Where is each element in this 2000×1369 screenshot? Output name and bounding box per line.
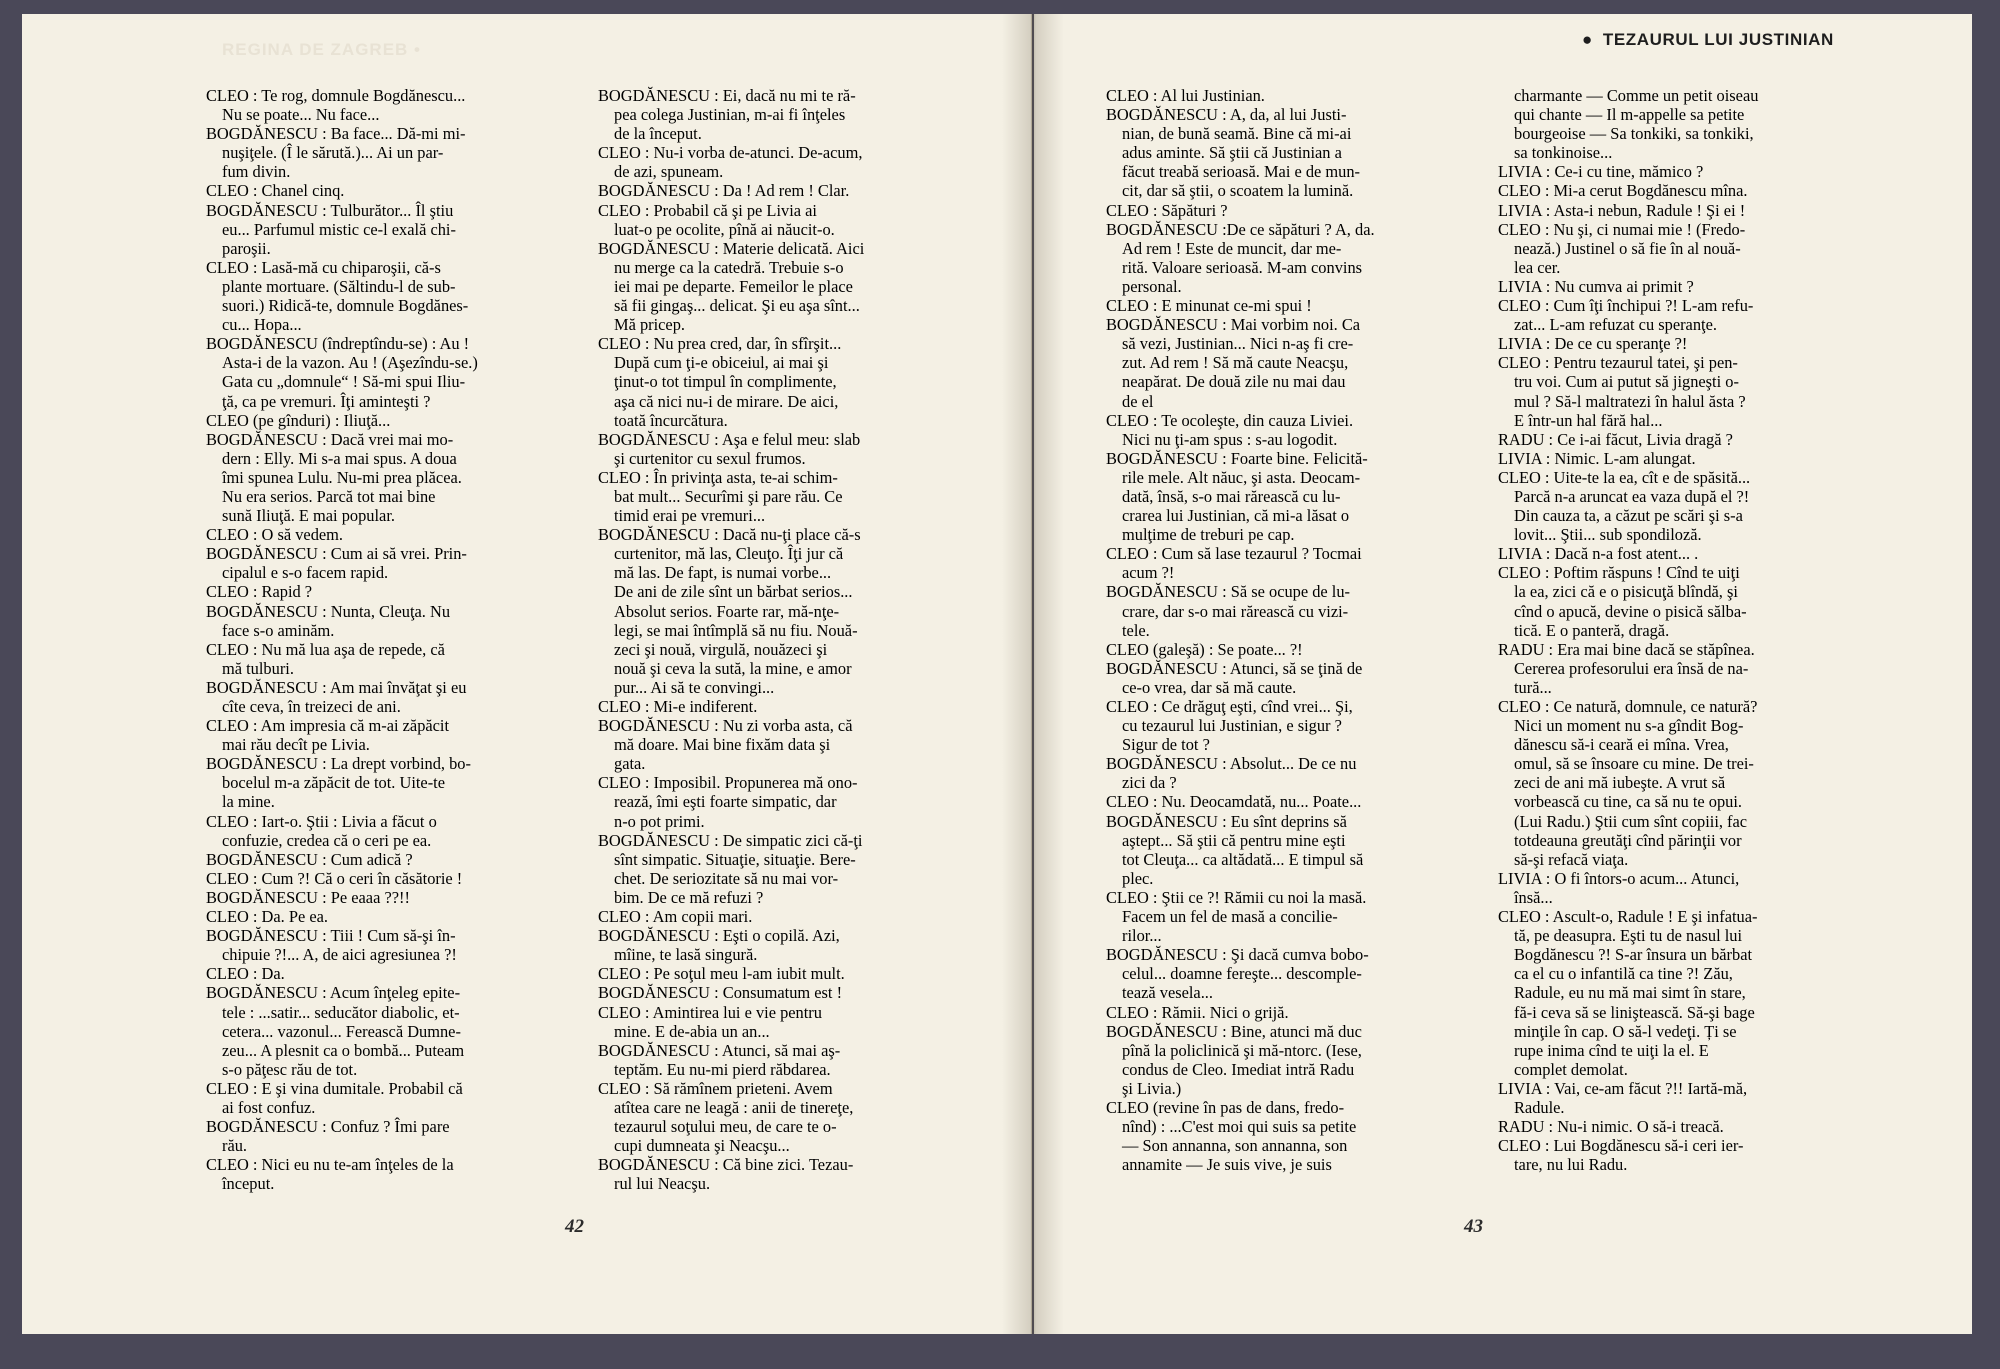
text-line: BOGDĂNESCU : Eu sînt deprins să: [1106, 811, 1347, 831]
text-line: tură...: [1514, 677, 1552, 697]
text-line: crare, dar s-o mai rărească cu vizi-: [1122, 601, 1349, 621]
text-line: CLEO (galeşă) : Se poate... ?!: [1106, 639, 1303, 659]
text-line: mine. E de-abia un an...: [614, 1021, 770, 1041]
text-line: rită. Valoare serioasă. M-am convins: [1122, 257, 1363, 277]
text-line: cu tezaurul lui Justinian, e sigur ?: [1122, 716, 1342, 736]
text-line: Nici un moment nu s-a gîndit Bog-: [1514, 716, 1744, 736]
text-line: s-o păţesc rău de tot.: [222, 1059, 358, 1079]
text-line: paroşii.: [222, 238, 271, 258]
text-line: LIVIA : Ce-i cu tine, mămico ?: [1498, 162, 1704, 182]
text-line: CLEO : Uite-te la ea, cît e de spăsită...: [1498, 467, 1751, 487]
text-line: CLEO : Săpături ?: [1106, 200, 1228, 220]
text-line: BOGDĂNESCU (îndreptîndu-se) : Au !: [206, 334, 470, 354]
text-line: plec.: [1122, 868, 1154, 888]
text-line: cupi dumneata şi Neacşu...: [614, 1136, 790, 1156]
text-line: confuzie, credea că o ceri pe ea.: [222, 830, 432, 850]
text-line: minţile în cap. O să-l vedeţi. Ți se: [1514, 1021, 1737, 1041]
text-line: lovit... Ştii... sub spondiloză.: [1514, 525, 1702, 545]
text-line: curtenitor, mă las, Cleuţo. Îţi jur că: [614, 544, 844, 564]
text-column-1: [206, 86, 556, 1193]
text-line: plante mortuare. (Săltindu-l de sub-: [222, 276, 456, 296]
text-line: şi curtenitor cu sexul frumos.: [614, 448, 806, 468]
text-line: tică. E o panteră, dragă.: [1514, 620, 1670, 640]
text-line: să-şi refacă viaţa.: [1514, 849, 1629, 869]
text-line: rile mele. Alt năuc, şi asta. Deocam-: [1122, 467, 1361, 487]
bullet-icon: ●: [1582, 30, 1593, 49]
text-line: BOGDĂNESCU : Acum înţeleg epite-: [206, 983, 461, 1003]
text-line: cipalul e s-o facem rapid.: [222, 563, 389, 583]
text-line: BOGDĂNESCU : Atunci, să mai aş-: [598, 1040, 841, 1060]
running-head: [1582, 30, 1834, 50]
text-line: RADU : Era mai bine dacă se stăpînea.: [1498, 639, 1755, 659]
text-line: zut. Ad rem ! Să mă caute Neacşu,: [1122, 353, 1349, 373]
text-line: CLEO : Mi-a cerut Bogdănescu mîna.: [1498, 181, 1748, 201]
text-line: nouă şi ceva la sută, la mine, e amor: [614, 658, 852, 678]
text-line: BOGDĂNESCU : Cum ai să vrei. Prin-: [206, 544, 467, 564]
text-line: cit, dar să ştii, o scoatem la lumină.: [1122, 181, 1354, 201]
text-line: neapărat. De două zile nu mai dau: [1122, 372, 1346, 392]
show-through-header: REGINA DE ZAGREB •: [222, 40, 421, 59]
text-line: cînd o apucă, devine o pisică sălba-: [1514, 601, 1747, 621]
text-line: După cum ţi-e obiceiul, ai mai şi: [614, 353, 829, 373]
text-line: nînd) : ...C'est moi qui suis sa petite: [1122, 1117, 1357, 1137]
text-line: condus de Cleo. Imediat intră Radu: [1122, 1059, 1355, 1079]
text-line: BOGDĂNESCU : Ba face... Dă-mi mi-: [206, 124, 466, 144]
text-line: Sigur de tot ?: [1122, 735, 1210, 755]
text-line: mă doare. Mai bine fixăm data şi: [614, 735, 831, 755]
text-line: la mine.: [222, 792, 275, 812]
text-line: luat-o pe ocolite, pînă ai năucit-o.: [614, 219, 835, 239]
text-line: CLEO : Ascult-o, Radule ! E şi infatua-: [1498, 907, 1758, 927]
text-line: Gata cu „domnule“ ! Să-mi spui Iliu-: [222, 372, 466, 392]
text-line: cetera... vazonul... Ferească Dumne-: [222, 1021, 461, 1041]
text-line: BOGDĂNESCU : Aşa e felul meu: slab: [598, 429, 861, 449]
text-line: BOGDĂNESCU : Să se ocupe de lu-: [1106, 582, 1351, 602]
text-line: toată încurcătura.: [614, 410, 728, 430]
text-line: BOGDĂNESCU : Absolut... De ce nu: [1106, 754, 1357, 774]
text-line: adus aminte. Să ştii că Justinian a: [1122, 143, 1342, 163]
text-line: teptăm. Eu nu-mi pierd răbdarea.: [614, 1059, 831, 1079]
text-line: Parcă n-a aruncat ea vaza după el ?!: [1514, 486, 1750, 506]
text-line: suori.) Ridică-te, domnule Bogdănes-: [222, 296, 469, 316]
text-line: LIVIA : O fi întors-o acum... Atunci,: [1498, 868, 1740, 888]
text-line: BOGDĂNESCU : Şi dacă cumva bobo-: [1106, 945, 1369, 965]
text-line: CLEO : Da.: [206, 964, 285, 984]
text-line: celul... doamne fereşte... descomple-: [1122, 964, 1362, 984]
text-column-4: [1498, 86, 1848, 1174]
text-line: BOGDĂNESCU : Nunta, Cleuţa. Nu: [206, 601, 451, 621]
text-line: la ea, zici că e o pisicuţă blîndă, şi: [1514, 582, 1738, 602]
text-line: tă, pe deasupra. Eşti tu de nasul lui: [1514, 926, 1743, 946]
text-line: BOGDĂNESCU : Atunci, să se ţină de: [1106, 658, 1363, 678]
text-line: De ani de zile sînt un bărbat serios...: [614, 582, 853, 602]
text-line: BOGDĂNESCU : Că bine zici. Tezau-: [598, 1155, 854, 1175]
text-line: CLEO : Mi-e indiferent.: [598, 697, 758, 716]
text-line: BOGDĂNESCU : Mai vorbim noi. Ca: [1106, 315, 1361, 335]
text-line: qui chante — Il m-appelle sa petite: [1514, 105, 1745, 125]
text-line: Nici nu ţi-am spus : s-au logodit.: [1122, 429, 1338, 449]
text-line: CLEO : E şi vina dumitale. Probabil că: [206, 1078, 463, 1098]
text-line: Radule.: [1514, 1097, 1565, 1117]
text-line: ţinut-o tot timpul în complimente,: [614, 372, 837, 392]
text-line: şi Livia.): [1122, 1078, 1182, 1098]
text-line: CLEO : Amintirea lui e vie pentru: [598, 1002, 822, 1022]
text-line: BOGDĂNESCU : Nu zi vorba asta, că: [598, 716, 853, 736]
text-line: ca el cu o infantilă ca tine ?! Zău,: [1514, 964, 1733, 984]
text-line: CLEO : Rapid ?: [206, 582, 313, 602]
text-line: vorbească cu tine, ca să nu te opui.: [1514, 792, 1743, 812]
text-line: CLEO : Nu. Deocamdată, nu... Poate...: [1106, 792, 1362, 812]
text-line: BOGDĂNESCU : De simpatic zici că-ţi: [598, 830, 863, 850]
text-line: CLEO : Ştii ce ?! Rămii cu noi la masă.: [1106, 887, 1367, 907]
text-line: CLEO : Cum ?! Că o ceri în căsătorie !: [206, 868, 463, 888]
text-line: rează, îmi eşti foarte simpatic, dar: [614, 792, 837, 812]
text-line: zeu... A plesnit ca o bombă... Puteam: [222, 1040, 465, 1060]
text-line: bourgeoise — Sa tonkiki, sa tonkiki,: [1514, 124, 1754, 144]
text-line: BOGDĂNESCU : Cum adică ?: [206, 849, 413, 869]
text-line: BOGDĂNESCU : Eşti o copilă. Azi,: [598, 926, 840, 946]
text-line: CLEO : Cum să lase tezaurul ? Tocmai: [1106, 544, 1362, 564]
text-line: bocelul m-a zăpăcit de tot. Uite-te: [222, 773, 445, 793]
text-line: dată, însă, s-o mai rărească cu lu-: [1122, 486, 1341, 506]
text-line: tezaurul soţului meu, de care te o-: [614, 1117, 837, 1137]
text-line: chet. De seriozitate să nu mai vor-: [614, 868, 839, 888]
text-line: zeci şi nouă, virgulă, nouăzeci şi: [614, 639, 828, 659]
text-line: CLEO : O să vedem.: [206, 525, 344, 545]
text-line: BOGDĂNESCU : Consumatum est !: [598, 983, 843, 1003]
text-line: rul lui Neacşu.: [614, 1174, 711, 1194]
text-line: de el: [1122, 391, 1154, 411]
text-line: pînă la policlinică şi mă-ntorc. (Iese,: [1122, 1040, 1362, 1060]
text-line: atîtea care ne leagă : anii de tinereţe,: [614, 1097, 854, 1117]
text-line: fă-i ceva să se liniştească. Să-şi bage: [1514, 1002, 1755, 1022]
text-line: face s-o aminăm.: [222, 620, 335, 640]
text-line: CLEO : Imposibil. Propunerea mă ono-: [598, 773, 858, 793]
text-line: tează vesela...: [1122, 983, 1213, 1003]
text-line: CLEO : Pentru tezaurul tatei, şi pen-: [1498, 353, 1738, 373]
text-line: (Lui Radu.) Ştii cum sînt copiii, fac: [1514, 811, 1748, 831]
text-line: sînt simpatic. Situaţie, situaţie. Bere-: [614, 849, 856, 869]
text-line: bim. De ce mă refuzi ?: [614, 887, 764, 907]
text-line: totdeauna greutăţi cînd părinţii vor: [1514, 830, 1742, 850]
page-number-left: 42: [565, 1216, 584, 1237]
text-line: Bogdănescu ?! S-ar însura un bărbat: [1514, 945, 1753, 965]
text-line: CLEO : E minunat ce-mi spui !: [1106, 296, 1312, 316]
text-line: mă tulburi.: [222, 658, 294, 678]
text-line: BOGDĂNESCU : La drept vorbind, bo-: [206, 754, 471, 774]
text-line: Din cauza ta, a căzut pe scări şi s-a: [1514, 506, 1743, 526]
text-line: zat... L-am refuzat cu speranţe.: [1514, 315, 1717, 335]
text-line: mă las. De fapt, is numai vorbe...: [614, 563, 832, 583]
text-line: mai rău decît pe Livia.: [222, 735, 370, 755]
text-line: de la început.: [614, 124, 702, 144]
text-line: mîine, te lasă singură.: [614, 945, 758, 965]
text-line: CLEO : Rămii. Nici o grijă.: [1106, 1002, 1289, 1022]
text-line: rău.: [222, 1136, 248, 1156]
text-line: CLEO : Da. Pe ea.: [206, 907, 328, 927]
text-line: ai fost confuz.: [222, 1097, 316, 1117]
text-line: rilor...: [1122, 926, 1162, 946]
text-line: — Son annanna, son annanna, son: [1122, 1136, 1348, 1156]
text-line: rupe inima cînd te uiţi la el. E: [1514, 1040, 1709, 1060]
text-line: CLEO : Iart-o. Ştii : Livia a făcut o: [206, 811, 437, 831]
text-line: făcut treabă serioasă. Mai e de mun-: [1122, 162, 1361, 182]
text-line: sa tonkinoise...: [1514, 143, 1613, 163]
text-line: Mă pricep.: [614, 315, 685, 335]
text-line: omul, să se însoare cu mine. De trei-: [1514, 754, 1754, 774]
text-line: BOGDĂNESCU : Dacă nu-ţi place că-s: [598, 525, 861, 545]
text-line: CLEO : Pe soţul meu l-am iubit mult.: [598, 964, 845, 984]
text-line: BOGDĂNESCU : Bine, atunci mă duc: [1106, 1021, 1362, 1041]
text-line: CLEO : Am impresia că m-ai zăpăcit: [206, 716, 450, 736]
text-line: CLEO : Poftim răspuns ! Cînd te uiţi: [1498, 563, 1740, 583]
text-line: tele.: [1122, 620, 1150, 640]
text-line: să fii gingaş... delicat. Şi eu aşa sînt...: [614, 296, 860, 316]
text-line: dănescu să-i ceară ei mîna. Vrea,: [1514, 735, 1729, 755]
text-column-3: [1106, 86, 1456, 1174]
text-line: CLEO : Te ocoleşte, din cauza Liviei.: [1106, 410, 1354, 430]
text-line: început.: [222, 1174, 275, 1194]
text-line: Radule, eu nu mă mai simt în stare,: [1514, 983, 1746, 1003]
text-line: CLEO : Chanel cinq.: [206, 181, 345, 201]
text-line: mul ? Să-l maltratezi în halul ăsta ?: [1514, 391, 1746, 411]
text-line: BOGDĂNESCU : Foarte bine. Felicită-: [1106, 448, 1368, 468]
text-line: pur... Ai să te convingi...: [614, 677, 775, 697]
text-line: CLEO : Ce drăguţ eşti, cînd vrei... Şi,: [1106, 697, 1353, 716]
text-line: fum divin.: [222, 162, 291, 182]
text-line: însă...: [1514, 887, 1553, 907]
text-line: CLEO : Nu şi, ci numai mie ! (Fredo-: [1498, 219, 1746, 239]
text-line: CLEO : Te rog, domnule Bogdănescu...: [206, 86, 466, 105]
text-line: BOGDĂNESCU : A, da, al lui Justi-: [1106, 105, 1347, 125]
text-line: BOGDĂNESCU : Da ! Ad rem ! Clar.: [598, 181, 850, 201]
text-line: pea colega Justinian, m-ai fi înţeles: [614, 105, 846, 125]
text-line: îmi spunea Lulu. Nu-mi prea plăcea.: [222, 467, 462, 487]
text-line: Asta-i de la vazon. Au ! (Aşezîndu-se.): [222, 353, 478, 373]
text-line: CLEO : Nici eu nu te-am înţeles de la: [206, 1155, 454, 1175]
text-line: legi, se mai întîmplă să nu fiu. Nouă-: [614, 620, 858, 640]
text-line: Nu era serios. Parcă tot mai bine: [222, 486, 436, 506]
text-line: gata.: [614, 754, 646, 774]
text-line: BOGDĂNESCU : Materie delicată. Aici: [598, 238, 865, 258]
text-line: CLEO : Nu mă lua aşa de repede, că: [206, 639, 445, 659]
text-line: zeci de ani mă iubeşte. A vrut să: [1514, 773, 1726, 793]
page-number-right: 43: [1464, 1216, 1483, 1237]
text-line: Nu se poate... Nu face...: [222, 105, 380, 125]
text-line: Ad rem ! Este de muncit, dar me-: [1122, 238, 1342, 258]
text-line: personal.: [1122, 276, 1182, 296]
text-line: ţă, ca pe vremuri. Îţi aminteşti ?: [222, 391, 431, 411]
text-line: BOGDĂNESCU : Tiii ! Cum să-şi în-: [206, 926, 456, 946]
text-line: Cererea profesorului era însă de na-: [1514, 658, 1749, 678]
text-line: eu... Parfumul mistic ce-l exală chi-: [222, 219, 456, 239]
text-line: nian, de bună seamă. Bine că mi-ai: [1122, 124, 1352, 144]
text-line: complet demolat.: [1514, 1059, 1628, 1079]
text-line: cu... Hopa...: [222, 315, 302, 335]
text-line: BOGDĂNESCU : Pe eaaa ??!!: [206, 887, 410, 907]
text-line: LIVIA : De ce cu speranţe ?!: [1498, 334, 1688, 354]
text-line: Facem un fel de masă a concilie-: [1122, 907, 1338, 927]
text-line: RADU : Ce i-ai făcut, Livia dragă ?: [1498, 429, 1733, 449]
text-line: aştept... Să ştii că pentru mine eşti: [1122, 830, 1346, 850]
text-line: CLEO : Nu-i vorba de-atunci. De-acum,: [598, 143, 863, 163]
text-line: nuşiţele. (Î le sărută.)... Ai un par-: [222, 143, 444, 163]
text-line: LIVIA : Asta-i nebun, Radule ! Şi ei !: [1498, 200, 1746, 220]
text-line: nează.) Justinel o să fie în al nouă-: [1514, 238, 1741, 258]
text-line: să vezi, Justinian... Nici n-aş fi cre-: [1122, 334, 1354, 354]
text-line: CLEO : În privinţa asta, te-ai schim-: [598, 467, 838, 487]
text-line: ce-o vrea, dar să mă caute.: [1122, 677, 1297, 697]
text-line: CLEO : Am copii mari.: [598, 907, 753, 927]
text-line: CLEO : Ce natură, domnule, ce natură?: [1498, 697, 1758, 716]
text-line: tele : ...satir... seducător diabolic, et-: [222, 1002, 460, 1022]
text-line: tare, nu lui Radu.: [1514, 1155, 1628, 1175]
text-line: CLEO : Lasă-mă cu chiparoşii, că-s: [206, 257, 441, 277]
text-line: tru voi. Cum ai putut să jigneşti o-: [1514, 372, 1739, 392]
text-line: mulţime de treburi pe cap.: [1122, 525, 1295, 545]
text-line: BOGDĂNESCU : Tulburător... Îl ştiu: [206, 200, 454, 220]
text-line: lea cer.: [1514, 257, 1561, 277]
text-line: LIVIA : Nu cumva ai primit ?: [1498, 276, 1694, 296]
text-line: Absolut serios. Foarte rar, mă-nţe-: [614, 601, 840, 621]
text-line: tot Cleuţa... ca altădată... E timpul să: [1122, 849, 1364, 869]
text-line: iei mai pe departe. Femeilor le place: [614, 276, 853, 296]
text-line: dern : Elly. Mi s-a mai spus. A doua: [222, 448, 457, 468]
text-line: CLEO : Cum îţi închipui ?! L-am refu-: [1498, 296, 1754, 316]
text-line: CLEO : Al lui Justinian.: [1106, 86, 1265, 105]
text-line: chipuie ?!... A, de aici agresiunea ?!: [222, 945, 457, 965]
text-line: aşa că nici nu-i de mirare. De aici,: [614, 391, 839, 411]
text-line: acum ?!: [1122, 563, 1175, 583]
text-line: BOGDĂNESCU : Dacă vrei mai mo-: [206, 429, 454, 449]
text-line: timid erai pe vremuri...: [614, 506, 766, 526]
text-line: CLEO : Probabil că şi pe Livia ai: [598, 200, 817, 220]
text-line: cîte ceva, în treizeci de ani.: [222, 697, 401, 716]
text-line: E într-un hal fără hal...: [1514, 410, 1663, 430]
text-line: BOGDĂNESCU :De ce săpături ? A, da.: [1106, 219, 1375, 239]
text-line: sună Iliuţă. E mai popular.: [222, 506, 395, 526]
text-line: RADU : Nu-i nimic. O să-i treacă.: [1498, 1117, 1724, 1137]
text-line: annamite — Je suis vive, je suis: [1122, 1155, 1332, 1175]
text-line: CLEO (revine în pas de dans, fredo-: [1106, 1097, 1345, 1117]
text-line: bat mult... Securîmi şi pare rău. Ce: [614, 486, 843, 506]
text-column-2: [598, 86, 948, 1193]
text-line: crarea lui Justinian, că mi-a lăsat o: [1122, 506, 1350, 526]
text-line: nu merge ca la catedră. Trebuie s-o: [614, 257, 844, 277]
text-line: n-o pot primi.: [614, 811, 705, 831]
text-line: de azi, spuneam.: [614, 162, 724, 182]
text-line: CLEO : Lui Bogdănescu să-i ceri ier-: [1498, 1136, 1744, 1156]
text-line: LIVIA : Nimic. L-am alungat.: [1498, 448, 1696, 468]
text-line: CLEO (pe gînduri) : Iliuţă...: [206, 410, 391, 430]
running-head-title: TEZAURUL LUI JUSTINIAN: [1602, 30, 1834, 49]
text-line: BOGDĂNESCU : Confuz ? Îmi pare: [206, 1117, 450, 1137]
text-line: CLEO : Să rămînem prieteni. Avem: [598, 1078, 833, 1098]
text-line: zici da ?: [1122, 773, 1177, 793]
text-line: LIVIA : Vai, ce-am făcut ?!! Iartă-mă,: [1498, 1078, 1748, 1098]
text-line: BOGDĂNESCU : Ei, dacă nu mi te ră-: [598, 86, 856, 105]
text-line: BOGDĂNESCU : Am mai învăţat şi eu: [206, 677, 467, 697]
text-line: LIVIA : Dacă n-a fost atent... .: [1498, 544, 1699, 564]
text-line: CLEO : Nu prea cred, dar, în sfîrşit...: [598, 334, 842, 354]
text-line: charmante — Comme un petit oiseau: [1514, 86, 1759, 105]
